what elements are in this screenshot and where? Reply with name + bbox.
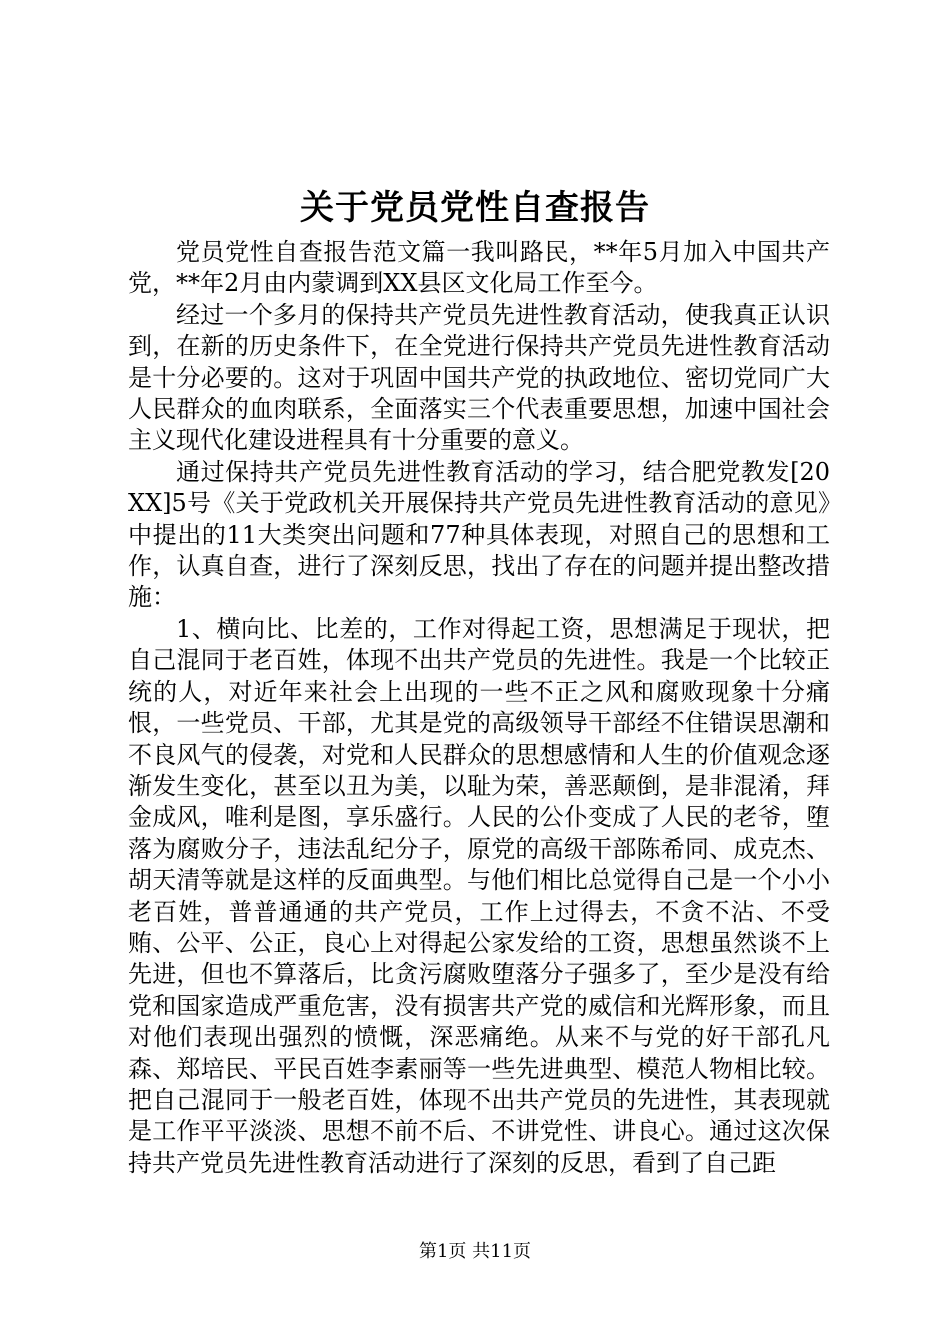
paragraph-issue-1: 1、横向比、比差的，工作对得起工资，思想满足于现状，把自己混同于老百姓，体现不出共产党员的先进性。我是一个比较正统的人，对近年来社会上出现的一些不正之风和腐败现象十分痛恨，一些党员、干部，尤其是党的高级领导干部经不住错误思潮和不良风气的侵袭，对党和人民群众的思想感情和人生的价值观念逐渐发生变化，甚至以丑为美，以耻为荣，善恶颠倒，是非混淆，拜金成风，唯利是图，享乐盛行。人民的公仆变成了人民的老爷，堕落为腐败分子，违法乱纪分子，原党的高级干部陈希同、成克杰、胡天清等就是这样的反面典型。与他们相比总觉得自己是一个小小老百姓，普普通通的共产党员，工作上过得去，不贪不沾、不受贿、公平、公正，良心上对得起公家发给的工资，思想虽然谈不上先进，但也不算落后，比贪污腐败堕落分子强多了，至少是没有给党和国家造成严重危害，没有损害共产党的威信和光辉形象，而且对他们表现出强烈的愤慨，深恶痛绝。从来不与党的好干部孔凡森、郑培民、平民百姓李素丽等一些先进典型、模范人物相比较。把自己混同于一般老百姓，体现不出共产党员的先进性，其表现就是工作平平淡淡、思想不前不后、不讲党性、讲良心。通过这次保持共产党员先进性教育活动进行了深刻的反思，看到了自己距	[128, 614, 830, 1177]
document-body	[128, 237, 830, 1179]
paragraph-self-check: 通过保持共产党员先进性教育活动的学习，结合肥党教发[20XX]5号《关于党政机关开展保持共产党员先进性教育活动的意见》中提出的11大类突出问题和77种具体表现，对照自己的思想和工作，认真自查，进行了深刻反思，找出了存在的问题并提出整改措施：	[128, 457, 830, 612]
page-number-footer: 第1页 共11页	[418, 1241, 532, 1262]
paragraph-intro: 党员党性自查报告范文篇一我叫路民，**年5月加入中国共产党，**年2月由内蒙调到XX县区文化局工作至今。	[128, 238, 830, 298]
paragraph-understanding: 经过一个多月的保持共产党员先进性教育活动，使我真正认识到，在新的历史条件下，在全党进行保持共产党员先进性教育活动是十分必要的。这对于巩固中国共产党的执政地位、密切党同广大人民群众的血肉联系，全面落实三个代表重要思想，加速中国社会主义现代化建设进程具有十分重要的意义。	[128, 300, 830, 455]
document-title: 关于党员党性自查报告	[300, 188, 650, 228]
